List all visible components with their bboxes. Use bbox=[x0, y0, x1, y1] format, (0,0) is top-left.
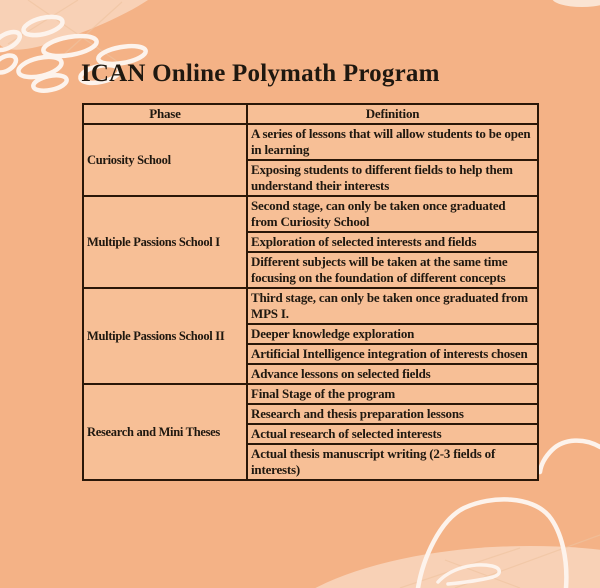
top-right-light-blob bbox=[552, 0, 600, 7]
table-row bbox=[83, 384, 538, 404]
table-row bbox=[83, 288, 538, 324]
header-row bbox=[83, 104, 538, 124]
phase-cell: Multiple Passions School II bbox=[83, 288, 247, 384]
phase-cell: Curiosity School bbox=[83, 124, 247, 196]
definition-cell: Different subjects will be taken at the same time focusing on the foundation of different concepts bbox=[247, 252, 538, 288]
phase-cell: Research and Mini Theses bbox=[83, 384, 247, 480]
definition-cell: Advance lessons on selected fields bbox=[247, 364, 538, 384]
definition-cell: Research and thesis preparation lessons bbox=[247, 404, 538, 424]
definition-cell: Deeper knowledge exploration bbox=[247, 324, 538, 344]
definition-cell: Second stage, can only be taken once graduated from Curiosity School bbox=[247, 196, 538, 232]
phase-column-header: Phase bbox=[83, 104, 247, 124]
definition-cell: Exposing students to different fields to help them understand their interests bbox=[247, 160, 538, 196]
page-title: ICAN Online Polymath Program bbox=[81, 60, 440, 87]
definition-cell: Third stage, can only be taken once graduated from MPS I. bbox=[247, 288, 538, 324]
definition-cell: Actual thesis manuscript writing (2-3 fields of interests) bbox=[247, 444, 538, 480]
definition-cell: Exploration of selected interests and fields bbox=[247, 232, 538, 252]
program-table bbox=[82, 103, 539, 481]
table-row bbox=[83, 196, 538, 232]
definition-cell: Final Stage of the program bbox=[247, 384, 538, 404]
phase-cell: Multiple Passions School I bbox=[83, 196, 247, 288]
definition-cell: A series of lessons that will allow students to be open in learning bbox=[247, 124, 538, 160]
bottom-right-light-blob bbox=[255, 535, 600, 588]
table-row bbox=[83, 124, 538, 160]
definition-cell: Artificial Intelligence integration of interests chosen bbox=[247, 344, 538, 364]
definition-cell: Actual research of selected interests bbox=[247, 424, 538, 444]
definition-column-header: Definition bbox=[247, 104, 538, 124]
table-body bbox=[83, 124, 538, 480]
